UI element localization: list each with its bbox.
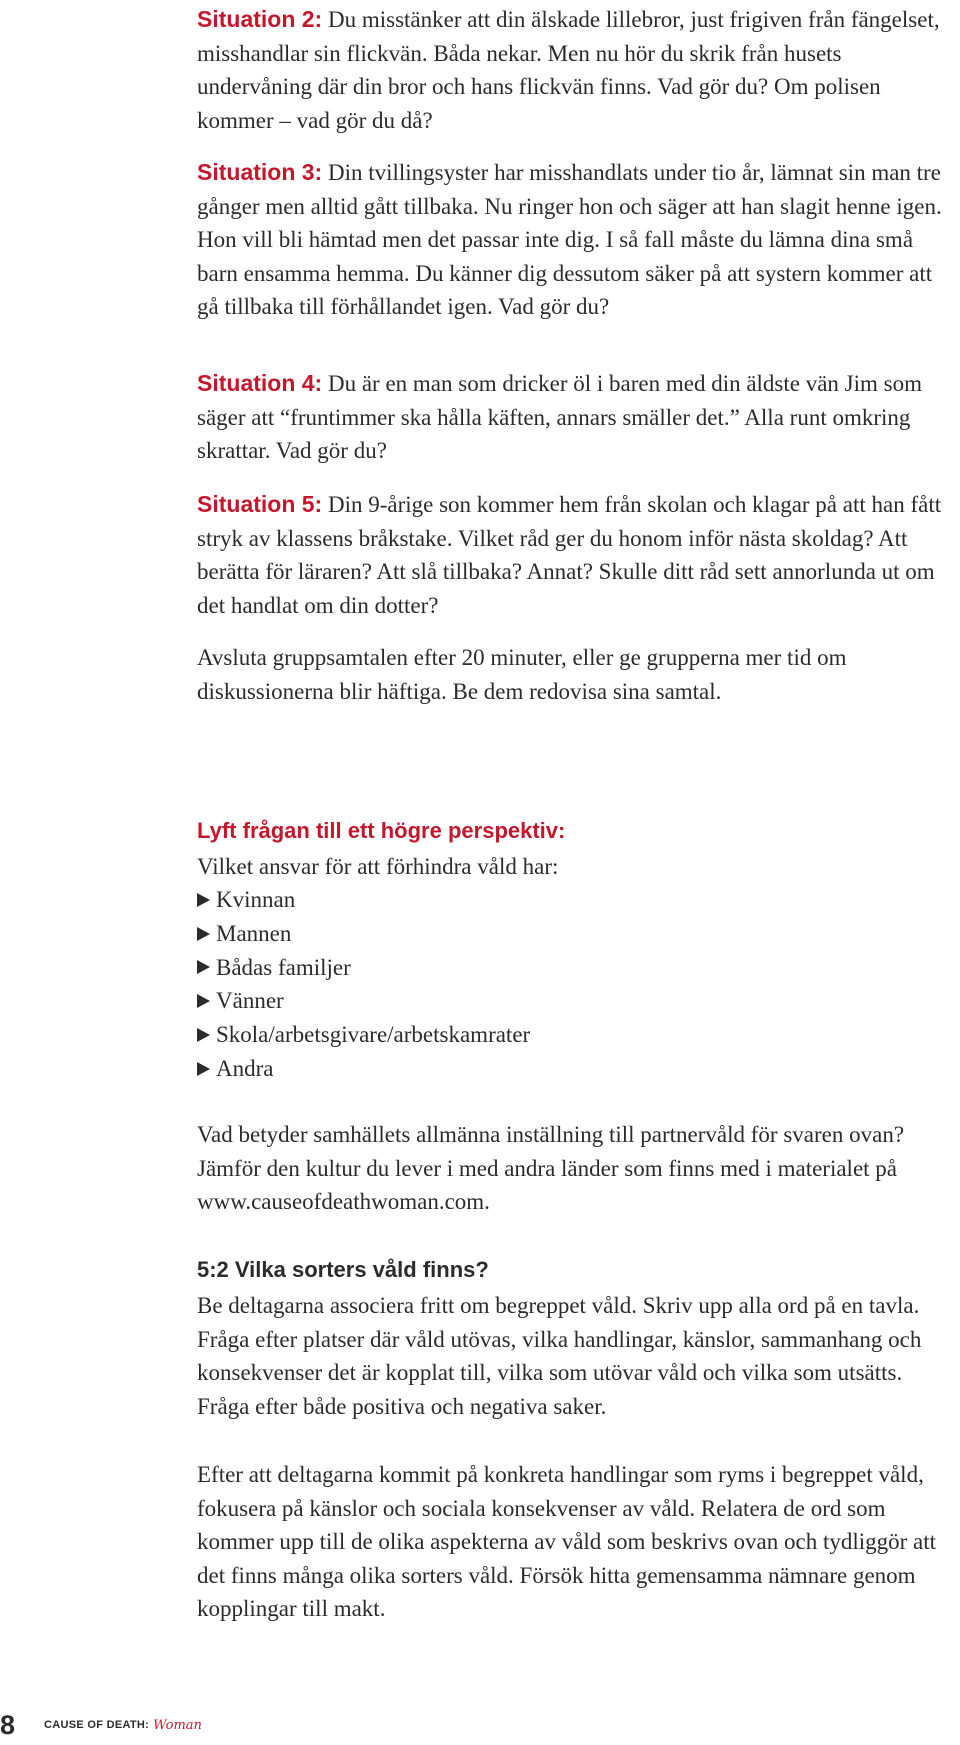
page-footer [0,1710,202,1740]
triangle-bullet-icon [197,927,210,941]
situation-2-label: Situation 2: [197,6,323,32]
triangle-bullet-icon [197,893,210,907]
situation-2-paragraph [197,3,957,137]
situation-5-text: Din 9-årige son kommer hem från skolan och klagar på att han fått stryk av klassens bråkstake. Vilket råd ger du honom inför nästa skoldag? Att berätta för läraren? Att slå tillbaka? Annat? Skulle ditt råd sett annorlunda ut om det handlat om din dotter? [197,492,942,618]
list-item: Kvinnan [197,883,530,917]
society-paragraph: Vad betyder samhällets allmänna inställning till partnervåld för svaren ovan? Jämför den kultur du lever i med andra länder som finns med i materialet på www.causeofdeathwoman.com. [197,1122,905,1214]
responsibility-list [197,883,530,1086]
section-heading: 5:2 Vilka sorters våld finns? [197,1257,489,1282]
section-paragraph-2: Efter att deltagarna kommit på konkreta handlingar som ryms i begreppet våld, fokusera på känslor och sociala konsekvenser av våld. Relatera de ord som kommer upp till de olika aspekterna av våld som beskrivs ovan och tydliggör att det finns många olika sorters våld. Försök hitta gemensamma nämnare genom kopplingar till makt. [197,1462,937,1621]
closing-paragraph: Avsluta gruppsamtalen efter 20 minuter, eller ge grupperna mer tid om diskussionerna blir häftiga. Be dem redovisa sina samtal. [197,645,847,704]
section-paragraph-1: Be deltagarna associera fritt om begreppet våld. Skriv upp alla ord på en tavla. Fråga efter platser där våld utövas, vilka handlingar, känslor, sammanhang och konsekvenser det är kopplat till, vilka som utövar våld och vilka som utsätts. Fråga efter både positiva och negativa saker. [197,1293,922,1419]
list-item: Skola/arbetsgivare/arbetskamrater [197,1018,530,1052]
brand-name: CAUSE OF DEATH: [44,1719,150,1731]
perspective-heading: Lyft frågan till ett högre perspektiv: [197,818,566,843]
triangle-bullet-icon [197,1062,210,1076]
situation-2-text: Du misstänker att din älskade lillebror, just frigiven från fängelset, misshandlar sin flickvän. Båda nekar. Men nu hör du skrik från husets undervåning där din bror och hans flickvän finns. Vad gör du? Om polisen kommer – vad gör du då? [197,7,940,133]
situation-3-text: Din tvillingsyster har misshandlats under tio år, lämnat sin man tre gånger men alltid gått tillbaka. Nu ringer hon och säger att han slagit henne igen. Hon vill bli hämtad men det passar inte dig. I så fall måste du lämna dina små barn ensamma hemma. Du känner dig dessutom säker på att systern kommer att gå tillbaka till förhållandet igen. Vad gör du? [197,160,942,319]
triangle-bullet-icon [197,1028,210,1042]
situation-3-paragraph [197,156,957,324]
situation-4-text: Du är en man som dricker öl i baren med din äldste vän Jim som säger att “fruntimmer ska hålla käften, annars smäller det.” Alla runt omkring skrattar. Vad gör du? [197,371,923,463]
triangle-bullet-icon [197,960,210,974]
situation-5-label: Situation 5: [197,491,323,517]
brand-script-logo: Woman [153,1717,202,1733]
list-item: Andra [197,1052,530,1086]
list-item: Mannen [197,917,530,951]
situation-5-paragraph [197,488,957,622]
situation-4-label: Situation 4: [197,370,323,396]
triangle-bullet-icon [197,994,210,1008]
situation-3-label: Situation 3: [197,159,323,185]
list-item: Vänner [197,984,530,1018]
perspective-intro: Vilket ansvar för att förhindra våld har: [197,854,559,879]
list-item: Bådas familjer [197,951,530,985]
page-number: 8 [0,1709,16,1740]
situation-4-paragraph [197,367,957,468]
